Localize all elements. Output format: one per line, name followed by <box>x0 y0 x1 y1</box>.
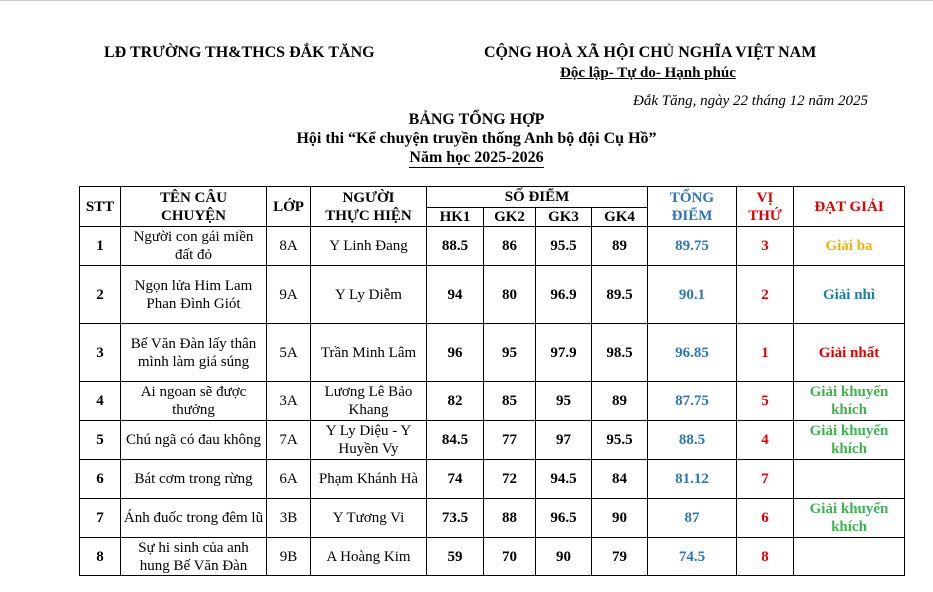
cell-class: 7A <box>267 421 311 460</box>
cell-class: 3A <box>267 382 311 421</box>
cell-class: 6A <box>267 460 311 499</box>
cell-stt: 6 <box>80 460 121 499</box>
cell-award: Giải ba <box>794 227 905 266</box>
table-row <box>80 227 905 266</box>
school-year <box>10 149 933 167</box>
cell-hk1: 74 <box>427 460 484 499</box>
cell-rank: 7 <box>737 460 794 499</box>
cell-gk4: 98.5 <box>592 324 648 382</box>
cell-gk4: 90 <box>592 499 648 538</box>
cell-stt: 3 <box>80 324 121 382</box>
cell-gk4: 79 <box>592 538 648 576</box>
document-title: BẢNG TỔNG HỢP <box>408 111 545 128</box>
cell-rank: 6 <box>737 499 794 538</box>
cell-gk2: 72 <box>484 460 536 499</box>
cell-gk2: 80 <box>484 266 536 324</box>
cell-hk1: 73.5 <box>427 499 484 538</box>
cell-hk1: 59 <box>427 538 484 576</box>
header-hk1: HK1 <box>427 208 484 227</box>
cell-story: Bế Văn Đàn lấy thân mình làm giá súng <box>121 324 267 382</box>
header-award: ĐẠT GIẢI <box>794 187 905 227</box>
header-gk4: GK4 <box>592 208 648 227</box>
cell-rank: 1 <box>737 324 794 382</box>
cell-class: 3B <box>267 499 311 538</box>
cell-performer: Phạm Khánh Hà <box>311 460 427 499</box>
cell-story: Người con gái miền đất đỏ <box>121 227 267 266</box>
cell-award: Giải nhất <box>794 324 905 382</box>
cell-stt: 5 <box>80 421 121 460</box>
cell-gk3: 97 <box>536 421 592 460</box>
cell-gk2: 77 <box>484 421 536 460</box>
header-rank: VỊ THỨ <box>737 187 794 227</box>
cell-award <box>794 460 905 499</box>
cell-total: 89.75 <box>648 227 737 266</box>
header-gk3: GK3 <box>536 208 592 227</box>
cell-award: Giải khuyến khích <box>794 421 905 460</box>
cell-performer: Y Ly Diễm <box>311 266 427 324</box>
cell-award: Giải nhì <box>794 266 905 324</box>
table-row <box>80 266 905 324</box>
school-name: LĐ TRƯỜNG TH&THCS ĐẮK TĂNG <box>104 44 375 61</box>
cell-hk1: 96 <box>427 324 484 382</box>
cell-performer: Y Tương Vi <box>311 499 427 538</box>
table-row <box>80 460 905 499</box>
cell-performer: A Hoàng Kim <box>311 538 427 576</box>
cell-gk4: 89 <box>592 227 648 266</box>
cell-story: Bát cơm trong rừng <box>121 460 267 499</box>
cell-class: 5A <box>267 324 311 382</box>
cell-story: Chú ngã có đau không <box>121 421 267 460</box>
header-performer: NGƯỜI THỰC HIỆN <box>311 187 427 227</box>
cell-stt: 2 <box>80 266 121 324</box>
cell-rank: 5 <box>737 382 794 421</box>
contest-name: Hội thi “Kể chuyện truyền thống Anh bộ đội Cụ Hồ” <box>296 130 657 147</box>
cell-gk3: 96.5 <box>536 499 592 538</box>
table-row <box>80 499 905 538</box>
cell-gk2: 85 <box>484 382 536 421</box>
cell-total: 87.75 <box>648 382 737 421</box>
cell-gk4: 89 <box>592 382 648 421</box>
cell-stt: 1 <box>80 227 121 266</box>
cell-gk3: 97.9 <box>536 324 592 382</box>
cell-award <box>794 538 905 576</box>
cell-gk2: 86 <box>484 227 536 266</box>
cell-hk1: 94 <box>427 266 484 324</box>
cell-story: Ai ngoan sẽ được thưởng <box>121 382 267 421</box>
national-motto <box>560 65 736 82</box>
country-name: CỘNG HOÀ XÃ HỘI CHỦ NGHĨA VIỆT NAM <box>484 44 817 61</box>
cell-class: 9B <box>267 538 311 576</box>
table-row <box>80 538 905 576</box>
header-story: TÊN CÂU CHUYỆN <box>121 187 267 227</box>
cell-performer: Y Linh Đang <box>311 227 427 266</box>
cell-story: Ngọn lửa Him Lam Phan Đình Giót <box>121 266 267 324</box>
header-stt: STT <box>80 187 121 227</box>
cell-gk4: 84 <box>592 460 648 499</box>
cell-gk3: 94.5 <box>536 460 592 499</box>
top-border-line <box>0 0 933 1</box>
cell-class: 9A <box>267 266 311 324</box>
cell-class: 8A <box>267 227 311 266</box>
results-table <box>79 186 905 576</box>
cell-gk3: 95.5 <box>536 227 592 266</box>
cell-gk2: 95 <box>484 324 536 382</box>
cell-hk1: 84.5 <box>427 421 484 460</box>
cell-total: 74.5 <box>648 538 737 576</box>
cell-total: 81.12 <box>648 460 737 499</box>
date-line: Đắk Tăng, ngày 22 tháng 12 năm 2025 <box>633 93 868 109</box>
cell-gk3: 90 <box>536 538 592 576</box>
header-total: TỔNG ĐIỂM <box>648 187 737 227</box>
cell-gk3: 96.9 <box>536 266 592 324</box>
table-row <box>80 421 905 460</box>
cell-gk4: 89.5 <box>592 266 648 324</box>
school-year-text: Năm học 2025-2026 <box>409 149 544 166</box>
cell-rank: 3 <box>737 227 794 266</box>
cell-story: Ánh đuốc trong đêm lũ <box>121 499 267 538</box>
table-row <box>80 382 905 421</box>
cell-stt: 7 <box>80 499 121 538</box>
cell-hk1: 82 <box>427 382 484 421</box>
cell-award: Giải khuyến khích <box>794 499 905 538</box>
cell-hk1: 88.5 <box>427 227 484 266</box>
cell-rank: 8 <box>737 538 794 576</box>
cell-rank: 4 <box>737 421 794 460</box>
cell-stt: 8 <box>80 538 121 576</box>
cell-performer: Trần Minh Lâm <box>311 324 427 382</box>
cell-story: Sự hi sinh của anh hung Bế Văn Đàn <box>121 538 267 576</box>
cell-award: Giải khuyến khích <box>794 382 905 421</box>
cell-gk4: 95.5 <box>592 421 648 460</box>
cell-gk2: 70 <box>484 538 536 576</box>
cell-performer: Lương Lê Bảo Khang <box>311 382 427 421</box>
header-scores: SỐ ĐIỂM <box>427 187 648 208</box>
cell-total: 90.1 <box>648 266 737 324</box>
cell-rank: 2 <box>737 266 794 324</box>
cell-performer: Y Ly Diệu - Y Huyền Vy <box>311 421 427 460</box>
cell-stt: 4 <box>80 382 121 421</box>
motto-text: Độc lập- Tự do- Hạnh phúc <box>560 65 736 81</box>
cell-gk3: 95 <box>536 382 592 421</box>
cell-total: 88.5 <box>648 421 737 460</box>
cell-gk2: 88 <box>484 499 536 538</box>
table-row <box>80 324 905 382</box>
cell-total: 96.85 <box>648 324 737 382</box>
header-class: LỚP <box>267 187 311 227</box>
cell-total: 87 <box>648 499 737 538</box>
header-gk2: GK2 <box>484 208 536 227</box>
